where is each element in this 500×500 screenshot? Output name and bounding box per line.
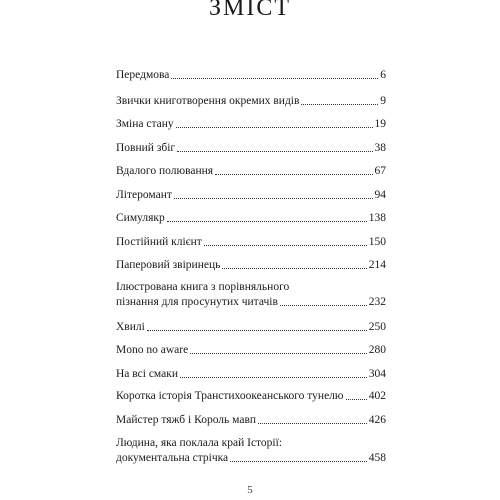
toc-entry	[116, 258, 386, 273]
dot-leader	[258, 423, 367, 424]
toc-entry-title: Людина, яка поклала край Історії:	[116, 437, 283, 449]
toc-entry-page: 402	[368, 390, 386, 402]
toc-entry-title: Зміна стану	[116, 118, 174, 130]
toc-entry-title: Майстер тяжб і Король мавп	[116, 414, 257, 426]
dot-leader	[176, 127, 373, 128]
dot-leader	[280, 305, 367, 306]
toc-entry	[116, 141, 386, 156]
toc-entry-title: Ілюстрована книга з порівняльного	[116, 281, 290, 293]
toc-entry-title: Симулякр	[116, 212, 165, 224]
toc-entry-title: Паперовий звіринець	[116, 259, 221, 271]
toc-entry-title: Передмова	[116, 69, 170, 81]
toc-entry-page: 94	[374, 189, 386, 201]
toc-entry-title-continued: документальна стрічка	[116, 452, 229, 464]
toc-entry-page: 150	[368, 236, 386, 248]
toc-entry	[116, 235, 386, 250]
toc-entry	[116, 320, 386, 335]
dot-leader	[147, 330, 367, 331]
toc-entry-page: 67	[374, 165, 386, 177]
toc-entry-page: 9	[380, 95, 386, 107]
dot-leader	[230, 461, 367, 462]
toc-entry	[116, 164, 386, 179]
dot-leader	[167, 221, 367, 222]
dot-leader	[177, 151, 372, 152]
toc-entry-title: Звички книготворення окремих видів	[116, 95, 300, 107]
toc-entry-title: Коротка історія Транстихоокеанського тунелю	[116, 390, 344, 402]
dot-leader	[171, 78, 378, 79]
toc-entry-title: Постійний клієнт	[116, 236, 202, 248]
toc-entry	[116, 188, 386, 203]
dot-leader	[204, 245, 367, 246]
toc-entry-title: Літеромант	[116, 189, 172, 201]
toc-entry	[116, 94, 386, 109]
toc-entry-title: Повний збіг	[116, 142, 176, 154]
dot-leader	[180, 377, 367, 378]
dot-leader	[174, 198, 373, 199]
toc-entry-page: 426	[368, 414, 386, 426]
toc-entry	[116, 343, 386, 358]
page-number: 5	[247, 484, 253, 496]
toc-entry-page: 250	[368, 321, 386, 333]
toc-entry	[116, 436, 386, 466]
toc-entry-page: 214	[368, 259, 386, 271]
toc-entry-title-continued: пізнання для просунутих читачів	[116, 296, 278, 308]
toc-entry-page: 304	[368, 368, 386, 380]
toc-entry-title: Хвилі	[116, 321, 145, 333]
toc-entry-page: 6	[380, 69, 386, 81]
dot-leader	[222, 268, 366, 269]
toc-entry-page: 280	[368, 344, 386, 356]
dot-leader	[346, 399, 367, 400]
toc-entry	[116, 280, 386, 310]
toc-entry-title: Mono no aware	[116, 344, 189, 356]
toc-entry	[116, 211, 386, 226]
toc-entry-page: 38	[374, 142, 386, 154]
toc-entry-page: 19	[374, 118, 386, 130]
toc-entry-title: На всі смаки	[116, 368, 178, 380]
dot-leader	[190, 353, 367, 354]
toc-entry	[116, 117, 386, 132]
dot-leader	[301, 104, 378, 105]
toc-entry-page: 458	[368, 452, 386, 464]
page-title: ЗМІСТ	[208, 0, 292, 21]
toc-entry	[116, 367, 386, 382]
toc-entry-page: 232	[368, 296, 386, 308]
toc-entry-title: Вдалого полювання	[116, 165, 214, 177]
toc-entry	[116, 68, 386, 83]
toc-entry	[116, 389, 386, 404]
toc-entry	[116, 413, 386, 428]
dot-leader	[215, 174, 372, 175]
toc-entry-page: 138	[368, 212, 386, 224]
